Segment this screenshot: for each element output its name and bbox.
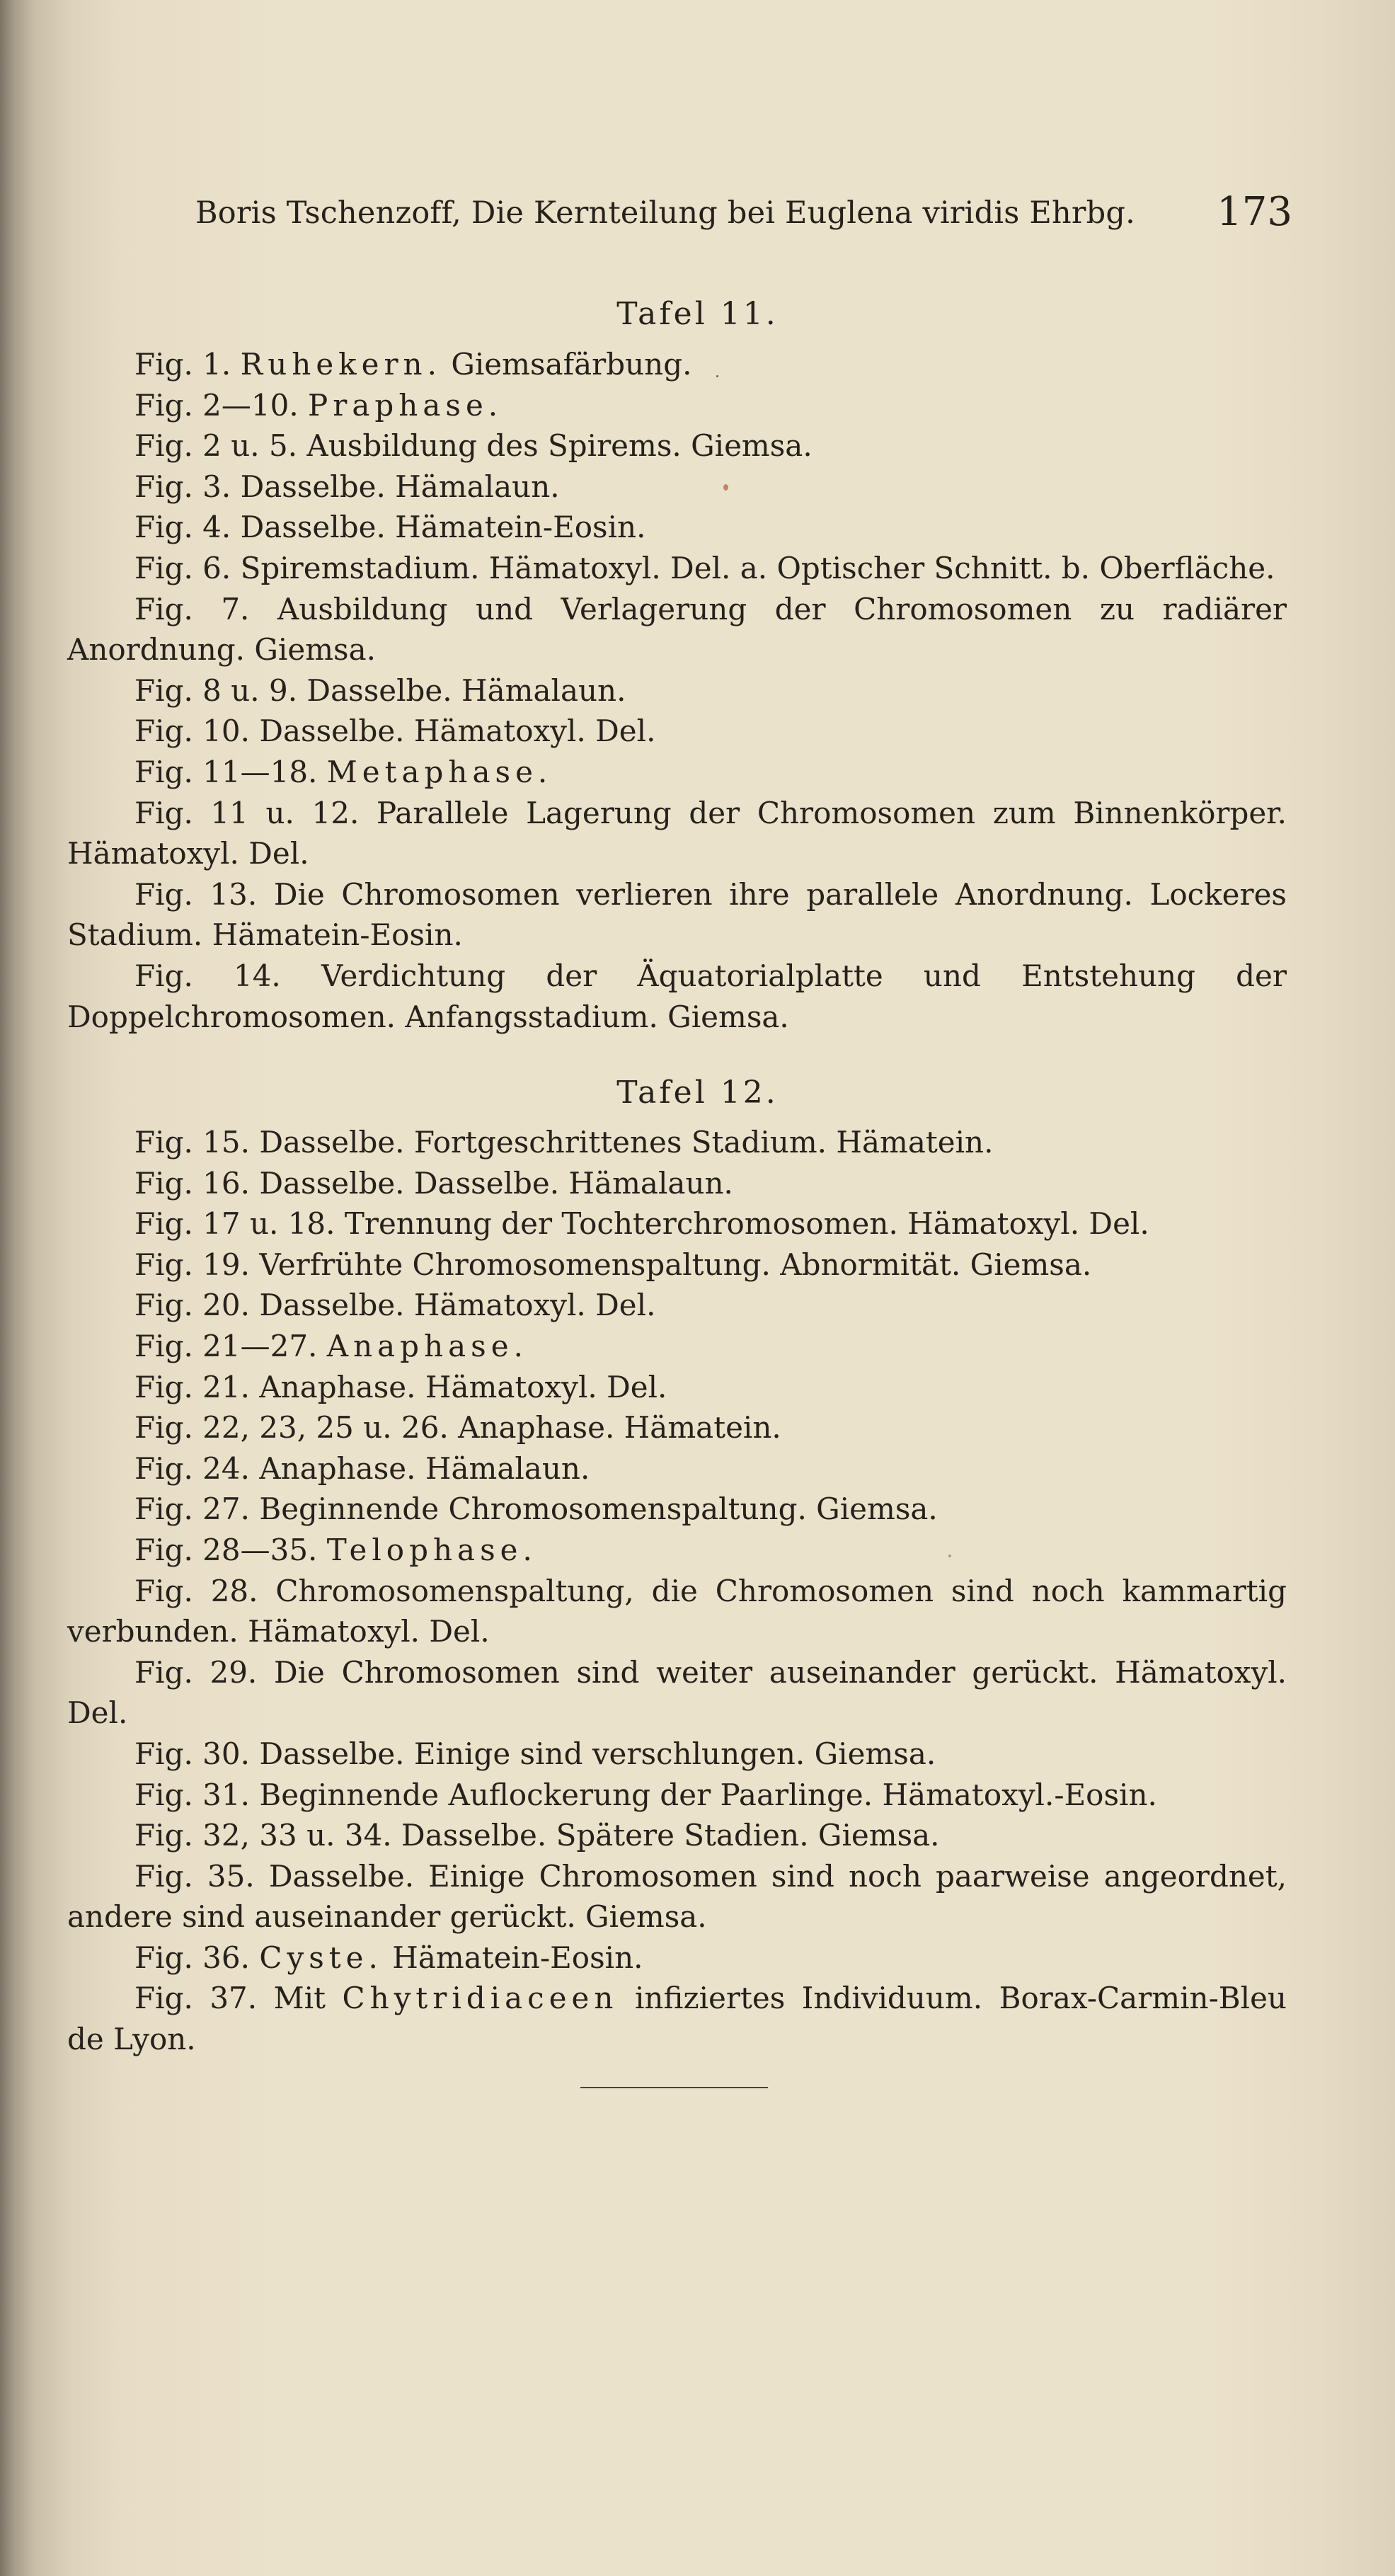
paper-speck (723, 484, 728, 491)
figure-number: Fig. 21. (134, 1369, 250, 1404)
figure-number: Fig. 37. (134, 1981, 258, 2016)
figure-caption (67, 1734, 1287, 1775)
figure-caption (67, 425, 1287, 466)
figure-caption (67, 1815, 1287, 1856)
caption-text: Dasselbe. Einige Chromosomen sind noch paarweise angeordnet, andere sind auseinander gerückt. Giemsa. (67, 1858, 1287, 1935)
figure-number: Fig. 17 u. 18. (134, 1206, 335, 1242)
caption-text: infiziertes Individuum. Borax-Carmin-Bleu de Lyon. (67, 1981, 1287, 2057)
figure-number: Fig. 27. (134, 1492, 250, 1527)
figure-number: Fig. 30. (134, 1736, 250, 1771)
caption-text: Verdichtung der Äquatorialplatte und Entstehung der Doppelchromosomen. Anfangsstadium. Giemsa. (67, 958, 1287, 1034)
figure-number: Fig. 3. (134, 469, 231, 504)
running-title: Boris Tschenzoff, Die Kernteilung bei Euglena viridis Ehrbg. (195, 195, 1135, 231)
figure-number: Fig. 2—10. (134, 387, 299, 423)
caption-text: Spiremstadium. Hämatoxyl. Del. a. Optischer Schnitt. b. Oberfläche. (240, 550, 1275, 585)
figure-number: Fig. 29. (134, 1654, 258, 1690)
plate-11-legend (67, 344, 1287, 1037)
figure-caption (67, 793, 1287, 874)
figure-number: Fig. 28—35. (134, 1532, 318, 1567)
figure-number: Fig. 28. (134, 1573, 258, 1608)
caption-text: Ausbildung des Spirems. Giemsa. (306, 428, 813, 464)
caption-text: Dasselbe. Hämatoxyl. Del. (259, 1288, 656, 1323)
figure-caption (67, 1203, 1287, 1244)
caption-text: Anaphase. Hämatoxyl. Del. (259, 1369, 667, 1404)
figure-number: Fig. 32, 33 u. 34. (134, 1818, 392, 1853)
plate-11-title: Tafel 11. (616, 296, 779, 332)
figure-number: Fig. 21—27. (134, 1328, 318, 1363)
figure-caption (67, 1937, 1287, 1979)
caption-text: Dasselbe. Hämatein-Eosin. (240, 510, 646, 545)
caption-text: Ausbildung und Verlagerung der Chromosomen zu radiärer Anordnung. Giemsa. (67, 591, 1287, 668)
plate-12-legend (67, 1122, 1287, 2060)
figure-caption (67, 1407, 1287, 1448)
page-number: 173 (1217, 189, 1292, 235)
stage-name: Praphase. (308, 387, 503, 423)
figure-number: Fig. 8 u. 9. (134, 672, 298, 708)
caption-text: Trennung der Tochterchromosomen. Hämatoxyl. Del. (344, 1206, 1149, 1242)
figure-number: Fig. 10. (134, 714, 250, 749)
caption-text: Dasselbe. Hämalaun. (306, 672, 626, 708)
figure-number: Fig. 35. (134, 1858, 255, 1894)
figure-caption (67, 711, 1287, 752)
caption-text: Anaphase. Hämalaun. (259, 1450, 590, 1486)
figure-caption (67, 1978, 1287, 2059)
figure-caption (67, 385, 1287, 426)
caption-text: Chromosomenspaltung, die Chromosomen sind noch kammartig verbunden. Hämatoxyl. Del. (67, 1573, 1287, 1649)
figure-caption (67, 344, 1287, 385)
figure-caption (67, 1856, 1287, 1937)
figure-caption (67, 1367, 1287, 1408)
caption-text: Dasselbe. Hämatoxyl. Del. (259, 714, 656, 749)
figure-caption (67, 507, 1287, 548)
figure-caption (67, 548, 1287, 589)
figure-caption (67, 1122, 1287, 1163)
running-header (195, 178, 1292, 235)
closing-rule (580, 2087, 768, 2088)
stage-name: Ruhekern. (240, 347, 442, 382)
figure-number: Fig. 31. (134, 1777, 250, 1812)
figure-caption (67, 1244, 1287, 1286)
figure-number: Fig. 20. (134, 1288, 250, 1323)
figure-caption (67, 1285, 1287, 1326)
figure-number: Fig. 22, 23, 25 u. 26. (134, 1410, 449, 1446)
figure-caption (67, 1530, 1287, 1571)
caption-text: Die Chromosomen sind weiter auseinander gerückt. Hämatoxyl. Del. (67, 1654, 1287, 1731)
plate-12-title: Tafel 12. (616, 1075, 779, 1111)
caption-text: Beginnende Auflockerung der Paarlinge. Hämatoxyl.-Eosin. (259, 1777, 1157, 1812)
figure-caption (67, 956, 1287, 1037)
stage-name: Telophase. (326, 1532, 537, 1567)
figure-number: Fig. 6. (134, 550, 231, 585)
figure-number: Fig. 11 u. 12. (134, 795, 360, 830)
caption-text: Verfrühte Chromosomenspaltung. Abnormität. Giemsa. (259, 1247, 1092, 1282)
figure-number: Fig. 19. (134, 1247, 250, 1282)
figure-caption (67, 466, 1287, 508)
figure-number: Fig. 4. (134, 510, 231, 545)
caption-text: Dasselbe. Dasselbe. Hämalaun. (259, 1165, 733, 1201)
figure-caption (67, 1775, 1287, 1816)
figure-caption (67, 1448, 1287, 1489)
figure-number: Fig. 11—18. (134, 754, 318, 789)
figure-number: Fig. 15. (134, 1125, 250, 1160)
stage-name: Cyste. (259, 1940, 383, 1975)
caption-text: Giemsafärbung. (441, 347, 692, 382)
figure-number: Fig. 7. (134, 591, 250, 626)
figure-caption (67, 1571, 1287, 1652)
caption-text: Dasselbe. Fortgeschrittenes Stadium. Hämatein. (259, 1125, 994, 1160)
figure-caption (67, 874, 1287, 956)
figure-number: Fig. 13. (134, 876, 258, 912)
caption-text: Anaphase. Hämatein. (458, 1410, 781, 1446)
caption-text: Die Chromosomen verlieren ihre parallele Anordnung. Lockeres Stadium. Hämatein-Eosin. (67, 876, 1287, 953)
paper-speck (948, 1555, 951, 1557)
paper-speck (716, 375, 718, 377)
figure-caption (67, 670, 1287, 711)
caption-text: Hämatein-Eosin. (382, 1940, 643, 1975)
stage-name: Anaphase. (326, 1328, 528, 1363)
figure-number: Fig. 14. (134, 958, 281, 993)
figure-caption (67, 1489, 1287, 1530)
figure-caption (67, 1652, 1287, 1734)
figure-caption (67, 589, 1287, 670)
figure-number: Fig. 24. (134, 1450, 250, 1486)
figure-caption (67, 1326, 1287, 1367)
figure-number: Fig. 1. (134, 347, 231, 382)
figure-number: Fig. 2 u. 5. (134, 428, 298, 464)
caption-text: Mit (273, 1981, 343, 2016)
caption-text: Parallele Lagerung der Chromosomen zum Binnenkörper. Hämatoxyl. Del. (67, 795, 1287, 871)
caption-text: Dasselbe. Hämalaun. (240, 469, 560, 504)
caption-text: Dasselbe. Spätere Stadien. Giemsa. (401, 1818, 940, 1853)
caption-text: Beginnende Chromosomenspaltung. Giemsa. (259, 1492, 938, 1527)
figure-number: Fig. 36. (134, 1940, 250, 1975)
organism-name: Chytridiaceen (342, 1981, 619, 2016)
stage-name: Metaphase. (326, 754, 553, 789)
figure-caption (67, 1163, 1287, 1204)
figure-number: Fig. 16. (134, 1165, 250, 1201)
figure-caption (67, 752, 1287, 793)
caption-text: Dasselbe. Einige sind verschlungen. Giemsa. (259, 1736, 936, 1771)
